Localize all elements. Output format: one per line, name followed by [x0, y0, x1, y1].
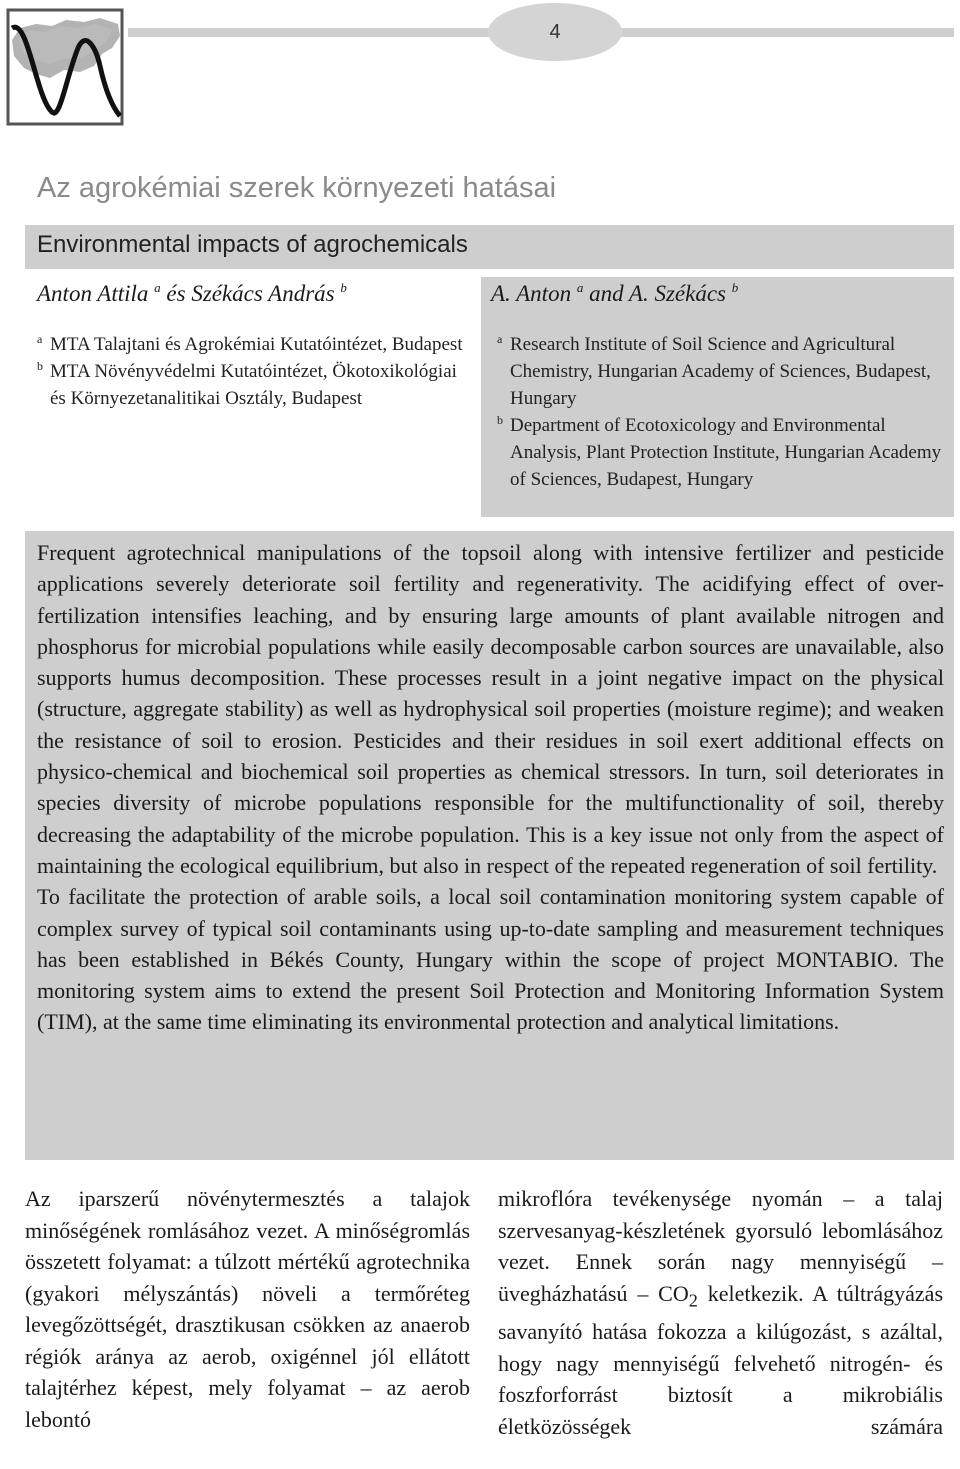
body-column-left [25, 1183, 470, 1435]
author-2-en-affil-mark: b [731, 280, 739, 295]
affiliation-text: Department of Ecotoxicology and Environmental Analysis, Plant Protection Institute, Hungarian Academy of Sciences, Budapest, Hungary [510, 415, 942, 490]
affiliation-mark: a [37, 332, 43, 346]
author-1-en-affil-mark: a [576, 280, 584, 295]
title-english: Environmental impacts of agrochemicals [37, 231, 468, 258]
author-connector: és [160, 281, 192, 306]
abstract-box [25, 531, 954, 1160]
hungary-map-logo-icon [6, 8, 124, 126]
authors-english [491, 280, 738, 307]
co2-subscript: 2 [688, 1289, 698, 1310]
body-text-left: Az iparszerű növénytermesztés a talajok minőségének romlásához vezet. A minőségromlás összetett folyamat: a túlzott mértékű agrotechnika (gyakori mélyszántás) növeli a termőréteg levegőzöttségét, drasztikusan csökken az anaerob régiók aránya az aerob, oxigénnel jól ellátott talajtérhez képest, mely folyamat – az aerob lebontó [25, 1186, 470, 1432]
body-column-right [498, 1183, 943, 1442]
body-text-right-part-2: keletkezik. A túltrágyázás savanyító hatása fokozza a kilúgozást, s azáltal, hogy nagy mennyiségű felvehető nitrogén- és foszforforrást biztosít a mikrobiális életközösségek számára [498, 1280, 944, 1439]
author-2: Székács András [191, 281, 335, 306]
author-en-connector: and [583, 281, 629, 306]
author-2-affil-mark: b [340, 280, 347, 295]
body-text-right [498, 1183, 943, 1442]
affiliations-english [497, 331, 947, 493]
affiliation-text: MTA Növényvédelmi Kutatóintézet, Ökotoxikológiai és Környezetanalitikai Osztály, Budapest [50, 361, 457, 409]
page-number [488, 3, 622, 61]
affiliation-text: Research Institute of Soil Science and Agricultural Chemistry, Hungarian Academy of Sciences, Budapest, Hungary [510, 334, 931, 409]
body-text-right-part-1: mikroflóra tevékenysége nyomán – a talaj szervesanyag-készletének gyorsuló lebomlásához vezet. Ennek során nagy mennyiségű – üvegházhatású – CO [498, 1186, 943, 1306]
affiliation-en-b [497, 412, 947, 493]
affiliation-b [37, 358, 477, 412]
affiliation-mark: a [497, 332, 503, 346]
author-2-en: A. Székács [628, 281, 726, 306]
title-hungarian: Az agrokémiai szerek környezeti hatásai [37, 172, 557, 204]
authors-hungarian [37, 280, 347, 307]
affiliation-text: MTA Talajtani és Agrokémiai Kutatóintézet, Budapest [50, 334, 463, 355]
page-number-text: 4 [549, 20, 561, 43]
title-english-bar [25, 225, 954, 269]
affiliation-en-a [497, 331, 947, 412]
affiliation-mark: b [497, 413, 503, 427]
abstract-paragraph-2: To facilitate the protection of arable soils, a local soil contamination monitoring system capable of complex survey of typical soil contaminants using up-to-date sampling and measurement techniques has been established in Békés County, Hungary within the scope of project MONTABIO. The monitoring system aims to extend the present Soil Protection and Monitoring Information System (TIM), at the same time eliminating its environmental protection and analytical limitations. [37, 884, 944, 1035]
abstract-paragraph-1: Frequent agrotechnical manipulations of the topsoil along with intensive fertilizer and pesticide applications severely deteriorate soil fertility and regenerativity. The acidifying effect of over-fertilization intensifies leaching, and by ensuring large amounts of plant available nitrogen and phosphorus for microbial populations while easily decomposable carbon sources are unavailable, also supports humus decomposition. These processes result in a joint negative impact on the physical (structure, aggregate stability) as well as hydrophysical soil properties (moisture regime); and weaken the resistance of soil to erosion. Pesticides and their residues in soil exert additional effects on physico-chemical and biochemical soil properties as chemical stressors. In turn, soil deteriorates in species diversity of microbe populations responsible for the multifunctionality of soil, thereby decreasing the adaptability of the microbe population. This is a key issue not only from the aspect of maintaining the ecological equilibrium, but also in respect of the repeated regeneration of soil fertility. [37, 540, 944, 878]
affiliations-hungarian [37, 331, 477, 412]
affiliation-a [37, 331, 477, 358]
author-1-affil-mark: a [154, 280, 161, 295]
affiliation-mark: b [37, 359, 43, 373]
english-authors-box [481, 277, 954, 517]
author-1-en: A. Anton [491, 281, 572, 306]
author-1: Anton Attila [37, 281, 149, 306]
